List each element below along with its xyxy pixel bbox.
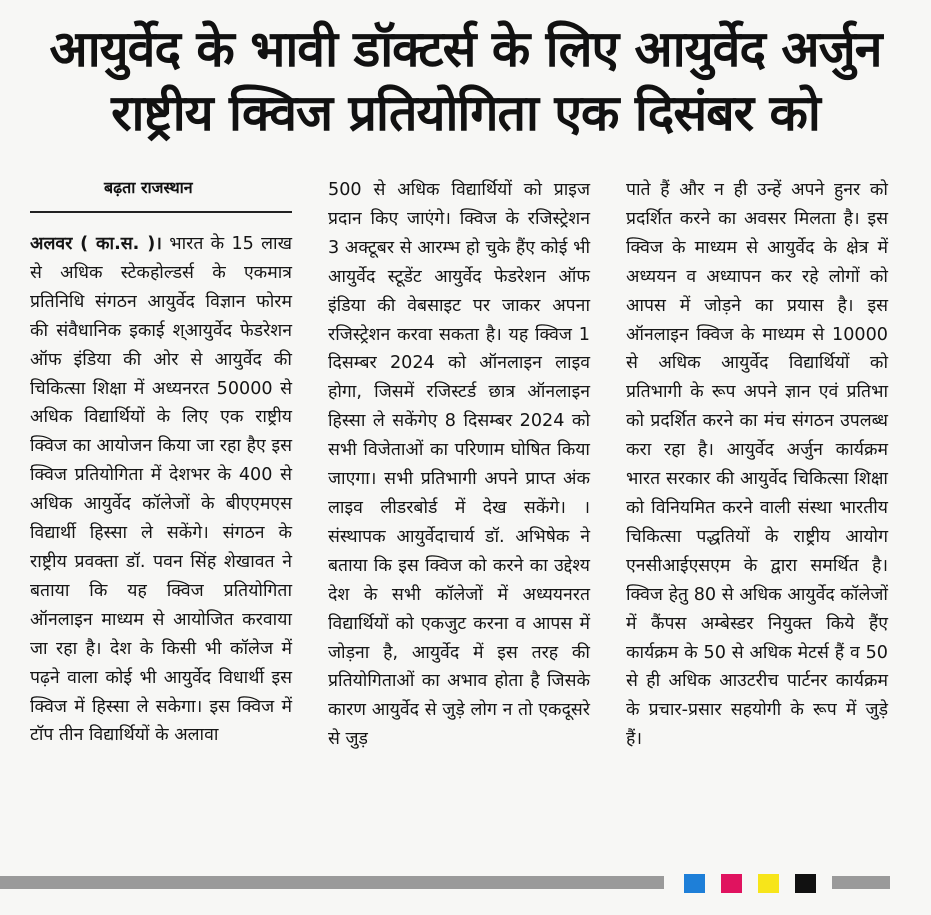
footer-bar-left bbox=[0, 876, 664, 889]
registration-mark-black bbox=[795, 874, 816, 893]
article-column-2 bbox=[328, 176, 590, 754]
dateline: अलवर ( का.स. )। bbox=[30, 234, 162, 254]
column-3-text: पाते हैं और न ही उन्हें अपने हुनर को प्रदर्शित करने का अवसर मिलता है। इस क्विज के माध्यम से आयुर्वेद के क्षेत्र में अध्ययन व अध्यापन कर रहे लोगों को आपस में जोड़ने का प्रयास है। इस ऑनलाइन क्विज के माध्यम से 10000 से अधिक आयुर्वेद विद्यार्थियों को प्रतिभागी के रूप अपने ज्ञान एवं प्रतिभा को प्रदर्शित करने का मंच संगठन उपलब्ध करा रहा है। आयुर्वेद अर्जुन कार्यक्रम भारत सरकार की आयुर्वेद चिकित्सा शिक्षा को विनियमित करने वाली संस्था भारतीय चिकित्सा पद्धतियों के राष्ट्रीय आयोग एनसीआईएसएम के द्वारा समर्थित है। क्विज हेतु 80 से अधिक आयुर्वेद कॉलेजों में कैंपस अम्बेस्डर नियुक्त किये हैंए कार्यक्रम के 50 से अधिक मेटर्स हैं व 50 से ही अधिक आउटरीच पार्टनर कार्यक्रम के प्रचार-प्रसार सहयोगी के रूप में जुड़े हैं। bbox=[626, 180, 888, 750]
byline bbox=[30, 176, 292, 204]
headline bbox=[0, 18, 931, 144]
article-column-1 bbox=[30, 230, 292, 750]
registration-mark-magenta bbox=[721, 874, 742, 893]
footer-bar-right bbox=[832, 876, 890, 889]
registration-mark-cyan bbox=[684, 874, 705, 893]
registration-mark-yellow bbox=[758, 874, 779, 893]
article-column-3 bbox=[626, 176, 888, 754]
column-2-text: 500 से अधिक विद्यार्थियों को प्राइज प्रदान किए जाएंगे। क्विज के रजिस्ट्रेशन 3 अक्टूबर से आरम्भ हो चुके हैंए कोई भी आयुर्वेद स्टूडेंट आयुर्वेद फेडरेशन ऑफ इंडिया की वेबसाइट पर जाकर अपना रजिस्ट्रेशन करवा सकता है। यह क्विज 1 दिसम्बर 2024 को ऑनलाइन लाइव होगा, जिसमें रजिस्टर्ड छात्र ऑनलाइन हिस्सा ले सकेंगेए 8 दिसम्बर 2024 को सभी विजेताओं का परिणाम घोषित किया जाएगा। सभी प्रतिभागी अपने प्राप्त अंक लाइव लीडरबोर्ड में देख सकेंगे। । संस्थापक आयुर्वेदाचार्य डॉ. अभिषेक ने बताया कि इस क्विज को करने का उद्देश्य देश के सभी कॉलेजों में अध्ययनरत विद्यार्थियों को एकजुट करना व आपस में जोड़ना है, आयुर्वेद में इस तरह की प्रतियोगिताओं का अभाव होता है जिसके कारण आयुर्वेद से जुड़े लोग न तो एकदूसरे से जुड़ bbox=[328, 180, 590, 750]
byline-text: बढ़ता राजस्थान bbox=[104, 178, 193, 197]
headline-line-1: आयुर्वेद के भावी डॉक्टर्स के लिए आयुर्वेद अर्जुन bbox=[49, 20, 882, 78]
byline-rule bbox=[30, 211, 292, 213]
column-1-text: भारत के 15 लाख से अधिक स्टेकहोल्डर्स के एकमात्र प्रतिनिधि संगठन आयुर्वेद विज्ञान फोरम की संवैधानिक इकाई श्आयुर्वेद फेडरेशन ऑफ इंडिया की ओर से आयुर्वेद की चिकित्सा शिक्षा में अध्यनरत 50000 से अधिक विद्यार्थियों के लिए एक राष्ट्रीय क्विज का आयोजन किया जा रहा हैए इस क्विज प्रतियोगिता में देशभर के 400 से अधिक आयुर्वेद कॉलेजों के बीएएमएस विद्यार्थी हिस्सा ले सकेंगे। संगठन के राष्ट्रीय प्रवक्ता डॉ. पवन सिंह शेखावत ने बताया कि यह क्विज प्रतियोगिता ऑनलाइन माध्यम से आयोजित करवाया जा रहा है। देश के किसी भी कॉलेज में पढ़ने वाला कोई भी आयुर्वेद विधार्थी इस क्विज में हिस्सा ले सकेगा। इस क्विज में टॉप तीन विद्यार्थियों के अलावा bbox=[30, 234, 292, 746]
headline-line-2: राष्ट्रीय क्विज प्रतियोगिता एक दिसंबर को bbox=[111, 84, 820, 142]
